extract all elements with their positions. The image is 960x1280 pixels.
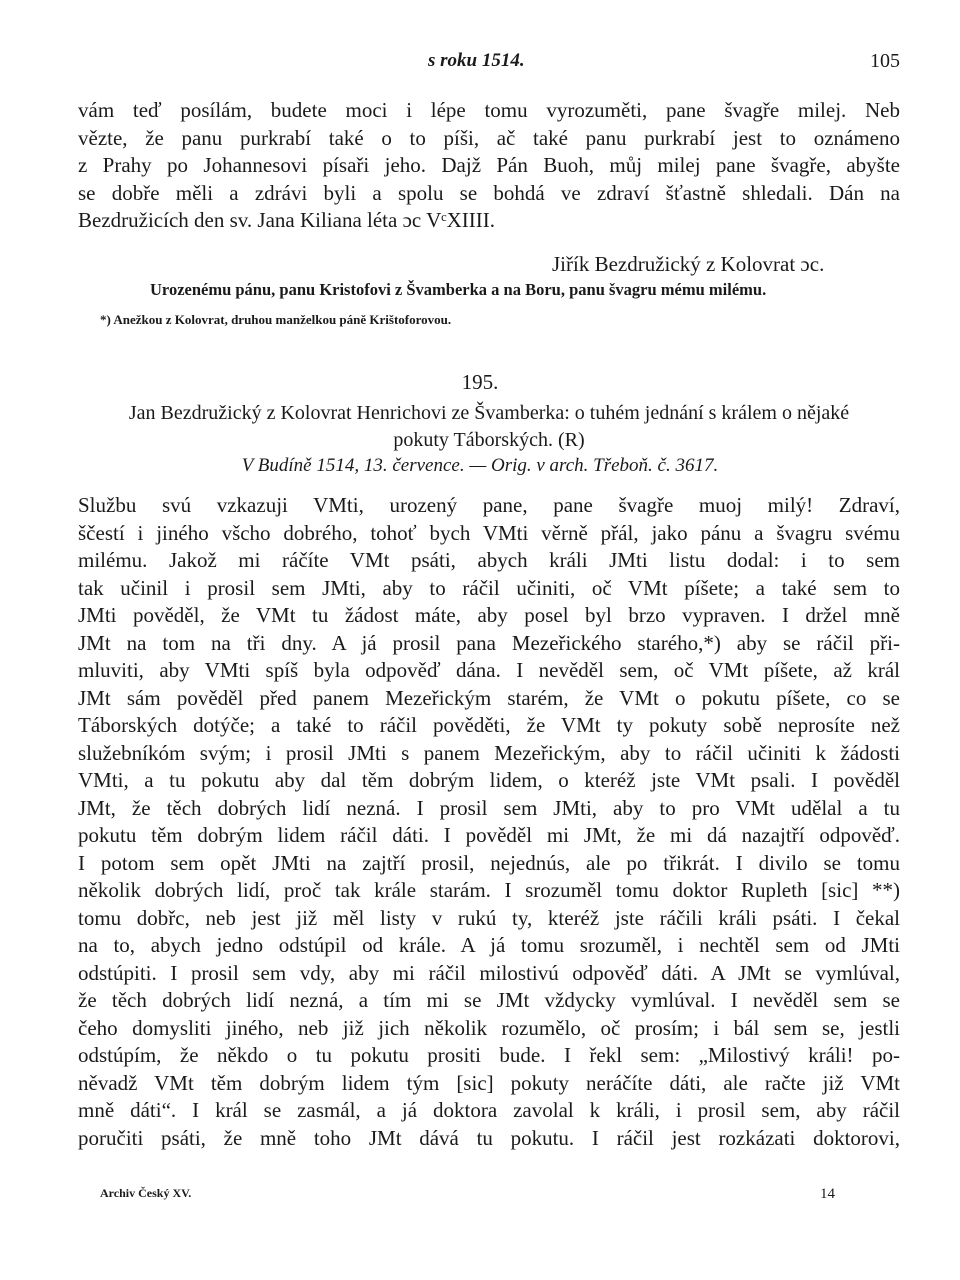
- signature: Jiřík Bezdružický z Kolovrat ɔc.: [552, 252, 825, 276]
- text-line: VMti, a tu pokutu aby dal těm dobrým lidem, o kteréž jste VMt psali. I pověděl: [78, 768, 900, 792]
- address-line: Urozenému pánu, panu Kristofovi z Švamberka a na Boru, panu švagru mému milému.: [150, 280, 767, 299]
- text-line: čeho domysliti jiného, neb již jich několik rozumělo, oč prosím; i bál sem se, jestli: [78, 1015, 900, 1040]
- text-line: z Prahy po Johannesovi písaři jeho. Dajž Pán Buoh, můj milej pane švagře, abyšte: [78, 153, 900, 177]
- footnote: *) Anežkou z Kolovrat, druhou manželkou páně Krištoforovou.: [100, 312, 452, 327]
- text-line: se dobře měli a zdrávi byli a spolu se bohdá ve zdraví šťastně shledali. Dán na: [78, 180, 900, 205]
- letter-body: [78, 492, 900, 1152]
- text-line: na to, abych jedno odstúpil od krále. A já tomu srozuměl, i nechtěl sem od JMti: [78, 933, 900, 957]
- page-footer: [100, 1186, 835, 1206]
- text-line: pokutu těm dobrým lidem ráčil dáti. I pověděl mi JMt, že mi dá nazajtří odpověď.: [78, 823, 900, 847]
- letter-heading: [78, 400, 900, 454]
- letter-number: 195.: [461, 370, 499, 394]
- text-line: vězte, že panu purkrabí také o to píši, ač také panu purkrabí jest to oznámeno: [78, 125, 900, 150]
- dateline: V Budíně 1514, 13. července. — Orig. v arch. Třeboň. č. 3617.: [241, 455, 719, 476]
- text-line: tomu dobřc, neb jest již měl listy v rukú ty, kteréž jste ráčili králi psáti. I čekal: [78, 905, 900, 930]
- text-line: I potom sem opět JMti na zajtří prosil, nejednús, ale po třikrát. I divilo se tomu: [78, 850, 900, 875]
- text-line: ščestí i jiného všcho dobrého, tohoť bych VMti věrně přál, jako pánu a švagru svému: [78, 520, 900, 545]
- text-line: odstúpím, že někdo o tu pokutu prositi bude. I řekl sem: „Milostivý králi! po-: [78, 1043, 900, 1067]
- text-line: mně dáti“. I král se zasmál, a já doktora zavolal k králi, i prosil sem, aby ráčil: [78, 1098, 900, 1122]
- text-line: že těch dobrých lidí nezná, a tím mi se JMt vždycky vymlúval. I nevěděl sem se: [78, 988, 900, 1012]
- text-line: mluviti, aby VMti spíš byla odpověď dána. I nevěděl sem, oč VMt píšete, až král: [78, 658, 900, 682]
- continuation-paragraph: [78, 97, 900, 235]
- text-line: poručiti psáti, že mně toho JMt dává tu pokutu. I ráčil jest rozkázati doktorovi,: [78, 1125, 900, 1150]
- text-line: odstúpiti. I prosil sem vdy, aby mi ráčil milostivú odpověď dáti. A JMt se vymlúval,: [78, 960, 900, 985]
- text-line: milému. Jakož mi ráčíte VMt psáti, abych králi JMti listu dodal: i to sem: [78, 548, 900, 572]
- text-line: Táborských dotýče; a také to ráčil pověděti, že VMt ty pokuty sobě neprosíte než: [78, 713, 900, 737]
- text-line: něvadž VMt těm dobrým lidem tým [sic] pokuty neráčíte dáti, ale račte již VMt: [78, 1070, 900, 1095]
- text-line: vám teď posílám, budete moci i lépe tomu vyrozuměti, pane švagře milej. Neb: [78, 98, 900, 122]
- text-line: JMti pověděl, že VMt tu žádost máte, aby posel byl brzo vypraven. I držel mně: [78, 603, 900, 627]
- text-line: JMt, že těch dobrých lidí nezná. I prosil sem JMti, aby to pro VMt udělal a tu: [78, 795, 900, 820]
- text-line: služebníkóm svým; i prosil JMti s panem Mezeřickým, aby to ráčil učiniti k žádosti: [78, 740, 900, 765]
- text-line: JMt na tom na tři dny. A já prosil pana Mezeřického starého,*) aby se ráčil při-: [78, 630, 900, 655]
- page-number: 105: [870, 50, 900, 72]
- sheet-number: 14: [820, 1186, 835, 1202]
- running-head: [0, 50, 960, 80]
- footer-signature: Archiv Český XV.: [100, 1186, 192, 1200]
- text-line: Službu svú vzkazuji VMti, urozený pane, pane švagře muoj milý! Zdraví,: [78, 493, 900, 517]
- running-head-title: s roku 1514.: [428, 50, 525, 71]
- text-line: několik dobrých lidí, proč tak krále starám. I srozuměl tomu doktor Rupleth [sic] **): [78, 878, 900, 902]
- text-line: JMt sám pověděl před panem Mezeřickým starém, že VMt o pokutu píšete, co se: [78, 685, 900, 710]
- text-line: Bezdružicích den sv. Jana Kiliana léta ɔc VᶜXIIII.: [78, 208, 496, 232]
- heading-line: Jan Bezdružický z Kolovrat Henrichovi ze Švamberka: o tuhém jednání s králem o nějaké: [128, 402, 850, 424]
- heading-line: pokuty Táborských. (R): [393, 429, 585, 451]
- text-line: tak učinil i prosil sem JMti, aby to ráčil učiniti, oč VMt píšete; a také sem to: [78, 575, 900, 600]
